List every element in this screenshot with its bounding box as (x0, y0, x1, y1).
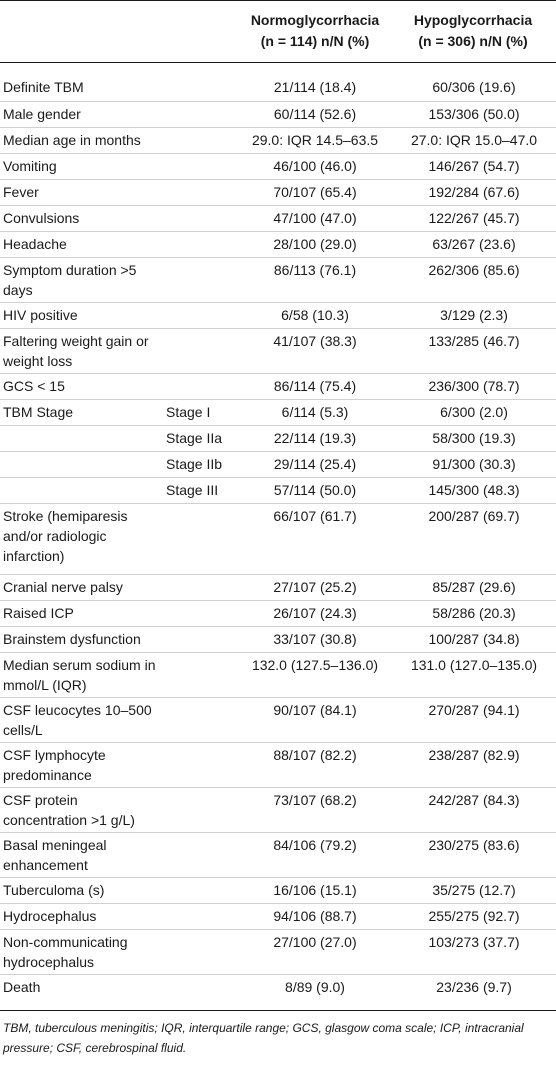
hypo-value: 262/306 (85.6) (428, 262, 520, 278)
table-row (0, 451, 556, 478)
hypo-value: 131.0 (127.0–135.0) (410, 657, 538, 673)
table-row (0, 742, 556, 788)
header-hypoglycorrhacia (390, 10, 556, 52)
normo-value: 132.0 (127.5–136.0) (251, 657, 379, 673)
hypo-value: 85/287 (29.6) (432, 579, 516, 595)
table-row (0, 127, 556, 154)
table-row (0, 75, 556, 101)
row-label: Fever (3, 184, 39, 200)
normo-value: 57/114 (50.0) (273, 482, 357, 498)
table-row (0, 477, 556, 504)
normo-value: 6/58 (10.3) (281, 307, 349, 323)
hypo-value: 91/300 (30.3) (432, 456, 516, 472)
normo-value: 90/107 (84.1) (273, 702, 357, 718)
row-sublabel: Stage IIb (166, 456, 223, 472)
hypo-value: 23/236 (9.7) (436, 979, 512, 995)
hypo-value: 103/273 (37.7) (428, 934, 520, 950)
row-label: Brainstem dysfunction (3, 631, 141, 647)
normo-value: 47/100 (47.0) (273, 210, 357, 226)
table-row (0, 503, 556, 575)
table-row (0, 425, 556, 452)
header-hypo-line1: Hypoglycorrhacia (413, 12, 533, 28)
table-row (0, 231, 556, 258)
row-label: Tuberculoma (s) (3, 882, 105, 898)
table-row (0, 600, 556, 627)
table-row (0, 101, 556, 128)
table-row (0, 328, 556, 374)
row-sublabel: Stage III (166, 482, 219, 498)
hypo-value: 3/129 (2.3) (440, 307, 508, 323)
normo-value: 28/100 (29.0) (273, 236, 357, 252)
table-row (0, 179, 556, 206)
table-row (0, 697, 556, 743)
hypo-value: 153/306 (50.0) (428, 106, 520, 122)
row-sublabel: Stage IIa (166, 430, 223, 446)
row-label: Median age in months (3, 132, 141, 148)
normo-value: 16/106 (15.1) (273, 882, 357, 898)
hypo-value: 270/287 (94.1) (428, 702, 520, 718)
hypo-value: 230/275 (83.6) (428, 837, 520, 853)
normo-value: 29/114 (25.4) (273, 456, 357, 472)
row-label: CSF protein concentration >1 g/L) (3, 792, 135, 828)
row-label: CSF leucocytes 10–500 cells/L (3, 702, 152, 738)
top-rule (0, 0, 556, 1)
table-row (0, 257, 556, 303)
row-label: HIV positive (3, 307, 78, 323)
normo-value: 27/107 (25.2) (273, 579, 357, 595)
hypo-value: 146/267 (54.7) (428, 158, 520, 174)
hypo-value: 255/275 (92.7) (428, 908, 520, 924)
table-row (0, 626, 556, 653)
table-row (0, 399, 556, 426)
normo-value: 60/114 (52.6) (273, 106, 357, 122)
hypo-value: 100/287 (34.8) (428, 631, 520, 647)
hypo-value: 133/285 (46.7) (428, 333, 520, 349)
normo-value: 6/114 (5.3) (281, 404, 349, 420)
normo-value: 73/107 (68.2) (273, 792, 357, 808)
hypo-value: 58/286 (20.3) (432, 605, 516, 621)
normo-value: 86/113 (76.1) (273, 262, 357, 278)
normo-value: 27/100 (27.0) (273, 934, 357, 950)
hypo-value: 63/267 (23.6) (432, 236, 516, 252)
row-sublabel: Stage I (166, 404, 211, 420)
header-normo-line1: Normoglycorrhacia (250, 12, 380, 28)
row-label: Male gender (3, 106, 81, 122)
normo-value: 22/114 (19.3) (273, 430, 357, 446)
normo-value: 33/107 (30.8) (273, 631, 357, 647)
row-label: Cranial nerve palsy (3, 579, 123, 595)
hypo-value: 35/275 (12.7) (432, 882, 516, 898)
normo-value: 29.0: IQR 14.5–63.5 (251, 132, 379, 148)
header-normoglycorrhacia (232, 10, 398, 52)
normo-value: 21/114 (18.4) (273, 79, 357, 95)
table-row (0, 787, 556, 833)
header-hypo-line2: (n = 306) n/N (%) (418, 33, 528, 49)
row-label: Convulsions (3, 210, 80, 226)
normo-value: 88/107 (82.2) (273, 747, 357, 763)
bottom-rule (0, 1010, 556, 1011)
table-row (0, 929, 556, 975)
table-row (0, 652, 556, 698)
table-row (0, 302, 556, 329)
normo-value: 86/114 (75.4) (273, 378, 357, 394)
table-row (0, 373, 556, 400)
hypo-value: 236/300 (78.7) (428, 378, 520, 394)
row-label: Vomiting (3, 158, 57, 174)
table-row (0, 877, 556, 904)
hypo-value: 27.0: IQR 15.0–47.0 (410, 132, 538, 148)
hypo-value: 122/267 (45.7) (428, 210, 520, 226)
header-rule (0, 62, 556, 63)
hypo-value: 200/287 (69.7) (428, 508, 520, 524)
table-row (0, 153, 556, 180)
table-row (0, 974, 556, 1001)
row-label: Stroke (hemiparesis and/or radiologic infarction) (3, 508, 128, 564)
hypo-value: 145/300 (48.3) (428, 482, 520, 498)
normo-value: 8/89 (9.0) (285, 979, 345, 995)
row-label: Raised ICP (3, 605, 74, 621)
table-row (0, 574, 556, 601)
row-label: Non-communicating hydrocephalus (3, 934, 128, 970)
row-label: Definite TBM (3, 79, 84, 95)
hypo-value: 238/287 (82.9) (428, 747, 520, 763)
row-label: TBM Stage (3, 404, 74, 420)
row-label: Faltering weight gain or weight loss (3, 333, 149, 369)
row-label: Headache (3, 236, 67, 252)
table-row (0, 832, 556, 878)
row-label: CSF lymphocyte predominance (3, 747, 106, 783)
row-label: Death (3, 979, 41, 995)
table-footnote: TBM, tuberculous meningitis; IQR, interquartile range; GCS, glasgow coma scale; ICP, intracranial pressure; CSF, cerebrospinal fluid. (3, 1021, 524, 1055)
normo-value: 41/107 (38.3) (273, 333, 357, 349)
table-row (0, 205, 556, 232)
normo-value: 70/107 (65.4) (273, 184, 357, 200)
hypo-value: 192/284 (67.6) (428, 184, 520, 200)
row-label: Symptom duration >5 days (3, 262, 137, 298)
normo-value: 84/106 (79.2) (273, 837, 357, 853)
normo-value: 46/100 (46.0) (273, 158, 357, 174)
row-label: Median serum sodium in mmol/L (IQR) (3, 657, 156, 693)
table-row (0, 903, 556, 930)
normo-value: 94/106 (88.7) (273, 908, 357, 924)
hypo-value: 60/306 (19.6) (432, 79, 516, 95)
normo-value: 26/107 (24.3) (273, 605, 357, 621)
row-label: Basal meningeal enhancement (3, 837, 107, 873)
header-normo-line2: (n = 114) n/N (%) (260, 33, 370, 49)
normo-value: 66/107 (61.7) (273, 508, 357, 524)
hypo-value: 6/300 (2.0) (440, 404, 508, 420)
row-label: GCS < 15 (3, 378, 65, 394)
hypo-value: 58/300 (19.3) (432, 430, 516, 446)
hypo-value: 242/287 (84.3) (428, 792, 520, 808)
row-label: Hydrocephalus (3, 908, 97, 924)
